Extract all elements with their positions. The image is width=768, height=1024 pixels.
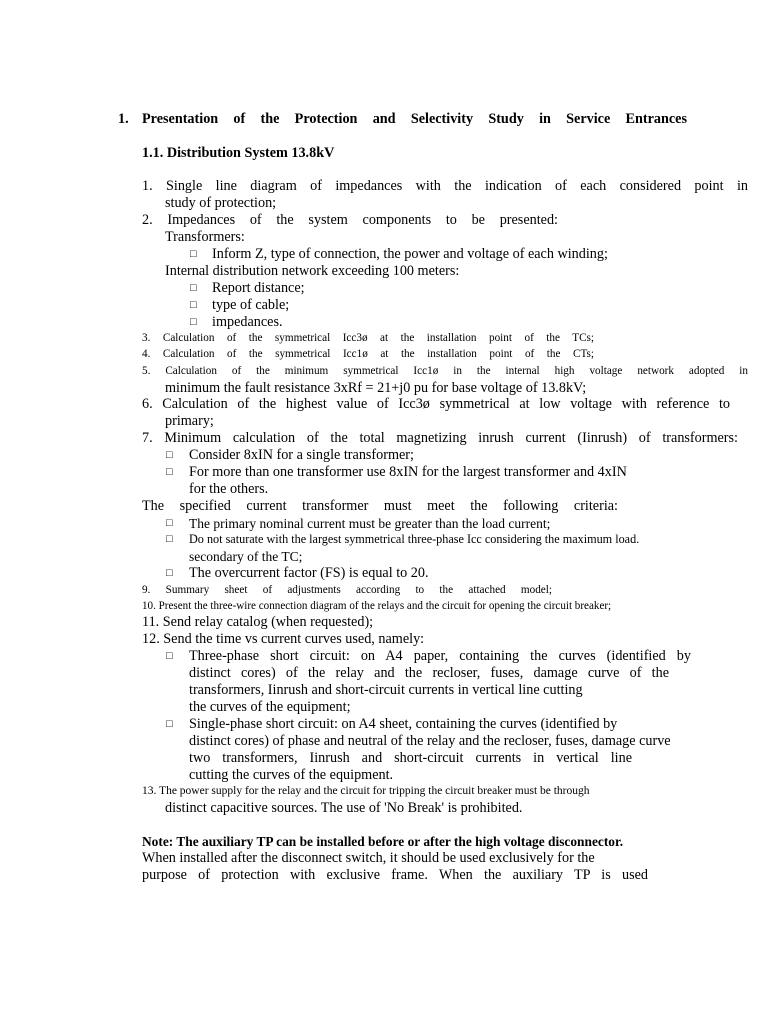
list-item: 4. Calculation of the symmetrical Icc1ø at the installation point of the CTs; <box>142 348 594 360</box>
bullet-item-continuation: distinct cores) of phase and neutral of the relay and the recloser, fuses, damage curve <box>189 733 671 749</box>
note-heading: Note: The auxiliary TP can be installed before or after the high voltage disconnector. <box>142 834 624 849</box>
list-item: 10. Present the three-wire connection diagram of the relays and the circuit for opening the circuit breaker; <box>142 600 612 612</box>
bullet-icon: □ <box>166 449 173 461</box>
bullet-item: Consider 8xIN for a single transformer; <box>189 447 414 463</box>
bullet-icon: □ <box>166 650 173 662</box>
bullet-icon: □ <box>190 248 197 260</box>
bullet-item: The primary nominal current must be greater than the load current; <box>189 516 551 531</box>
list-item: 11. Send relay catalog (when requested); <box>142 614 374 630</box>
bullet-item: type of cable; <box>212 297 290 313</box>
bullet-icon: □ <box>190 299 197 311</box>
section-title: Presentation of the Protection and Selectivity Study in Service Entrances <box>142 111 687 127</box>
list-item-continuation: distinct capacitive sources. The use of 'No Break' is prohibited. <box>165 800 523 816</box>
bullet-item-continuation: the curves of the equipment; <box>189 699 351 715</box>
bullet-item-continuation: cutting the curves of the equipment. <box>189 767 394 783</box>
bullet-item: The overcurrent factor (FS) is equal to 20. <box>189 565 429 581</box>
list-item: 9. Summary sheet of adjustments according to the attached model; <box>142 584 552 596</box>
bullet-item-continuation: for the others. <box>189 481 269 497</box>
bullet-item-continuation: secondary of the TC; <box>189 549 303 564</box>
bullet-item: impedances. <box>212 314 283 330</box>
list-item: 3. Calculation of the symmetrical Icc3ø at the installation point of the TCs; <box>142 332 594 344</box>
note-text: When installed after the disconnect switch, it should be used exclusively for the <box>142 850 595 866</box>
bullet-icon: □ <box>166 718 173 730</box>
bullet-icon: □ <box>190 282 197 294</box>
bullet-icon: □ <box>166 517 173 529</box>
bullet-item: Report distance; <box>212 280 305 296</box>
bullet-item-continuation: transformers, Iinrush and short-circuit currents in vertical line cutting <box>189 682 583 698</box>
list-item-continuation: study of protection; <box>165 195 277 211</box>
subsection-title: 1.1. Distribution System 13.8kV <box>142 145 335 161</box>
bullet-item: For more than one transformer use 8xIN for the largest transformer and 4xIN <box>189 464 627 480</box>
bullet-item: Do not saturate with the largest symmetrical three-phase Icc considering the maximum load. <box>189 532 640 546</box>
bullet-icon: □ <box>166 567 173 579</box>
list-item: 2. Impedances of the system components to be presented: <box>142 212 558 228</box>
bullet-item-continuation: two transformers, Iinrush and short-circuit currents in vertical line <box>189 750 632 766</box>
bullet-icon: □ <box>166 533 173 545</box>
list-item: 12. Send the time vs current curves used, namely: <box>142 631 425 647</box>
list-item: 7. Minimum calculation of the total magnetizing inrush current (Iinrush) of transformers: <box>142 430 738 446</box>
bullet-icon: □ <box>166 466 173 478</box>
list-item: 1. Single line diagram of impedances with the indication of each considered point in <box>142 178 748 194</box>
list-item: 13. The power supply for the relay and the circuit for tripping the circuit breaker must be through <box>142 785 590 797</box>
list-item: 5. Calculation of the minimum symmetrical Icc1ø in the internal high voltage network adopted in <box>142 365 748 377</box>
list-item-continuation: minimum the fault resistance 3xRf = 21+j0 pu for base voltage of 13.8kV; <box>165 380 587 396</box>
paragraph: The specified current transformer must meet the following criteria: <box>142 498 618 514</box>
sublist-label: Internal distribution network exceeding 100 meters: <box>165 263 460 279</box>
section-number: 1. <box>118 111 129 127</box>
list-item: 6. Calculation of the highest value of Icc3ø symmetrical at low voltage with reference to <box>142 396 730 412</box>
bullet-item: Inform Z, type of connection, the power and voltage of each winding; <box>212 246 608 262</box>
bullet-item: Single-phase short circuit: on A4 sheet, containing the curves (identified by <box>189 716 618 732</box>
bullet-icon: □ <box>190 316 197 328</box>
list-item-continuation: primary; <box>165 413 214 429</box>
sublist-label: Transformers: <box>165 229 245 245</box>
note-text: purpose of protection with exclusive frame. When the auxiliary TP is used <box>142 867 648 883</box>
bullet-item-continuation: distinct cores) of the relay and the recloser, fuses, damage curve of the <box>189 665 669 681</box>
bullet-item: Three-phase short circuit: on A4 paper, containing the curves (identified by <box>189 648 691 664</box>
